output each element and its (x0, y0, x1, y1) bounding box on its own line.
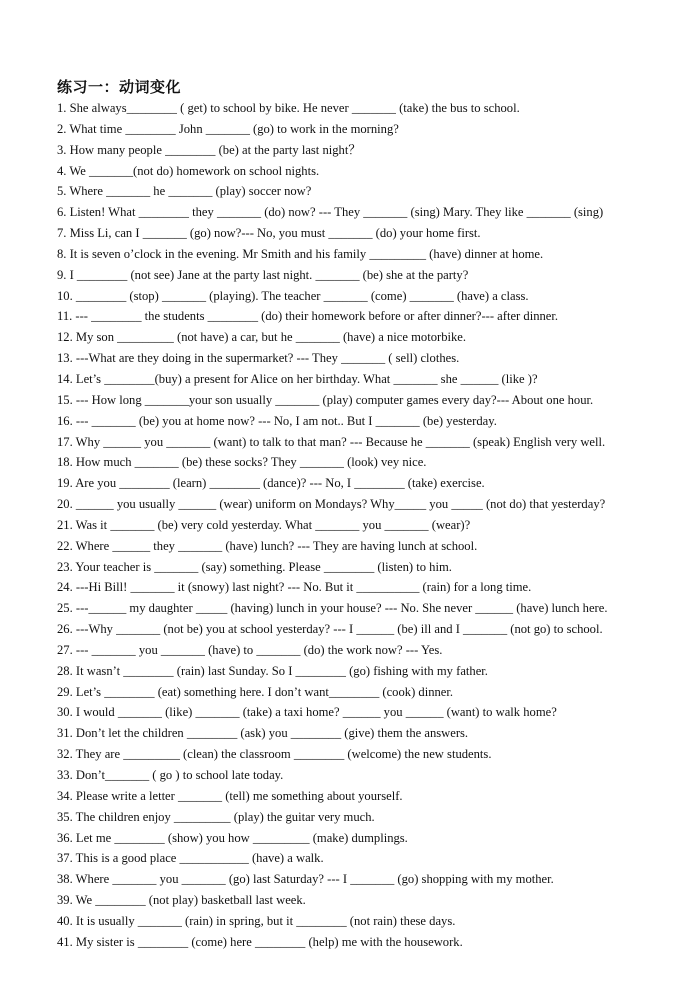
page-title: 练习一：动词变化 (57, 78, 182, 96)
exercise-item: 34. Please write a letter _______ (tell) me something about yourself. (57, 788, 403, 803)
exercise-item: 11. --- ________ the students ________ (do) their homework before or after dinner?--- after dinner. (57, 309, 559, 324)
exercise-item: 41. My sister is ________ (come) here ________ (help) me with the housework. (57, 934, 463, 949)
exercise-item: 10. ________ (stop) _______ (playing). The teacher _______ (come) _______ (have) a class. (57, 288, 529, 303)
exercise-item: 19. Are you ________ (learn) ________ (dance)? --- No, I ________ (take) exercise. (57, 476, 485, 491)
exercise-item: 20. ______ you usually ______ (wear) uniform on Mondays? Why_____ you _____ (not do) that yesterday? (57, 497, 606, 512)
exercise-item: 37. This is a good place ___________ (have) a walk. (57, 851, 324, 866)
exercise-item: 28. It wasn’t ________ (rain) last Sunday. So I ________ (go) fishing with my father. (57, 663, 488, 678)
exercise-item: 13. ---What are they doing in the supermarket? --- They _______ ( sell) clothes. (57, 351, 460, 366)
exercise-item: 21. Was it _______ (be) very cold yesterday. What _______ you _______ (wear)? (57, 517, 471, 532)
exercise-item: 17. Why ______ you _______ (want) to talk to that man? --- Because he _______ (speak) English very well. (57, 434, 606, 449)
exercise-item: 24. ---Hi Bill! _______ it (snowy) last night? --- No. But it __________ (rain) for a long time. (57, 580, 532, 595)
exercise-item: 33. Don’t_______ ( go ) to school late today. (57, 768, 284, 782)
exercise-item: 38. Where _______ you _______ (go) last Saturday? --- I _______ (go) shopping with my mother. (57, 872, 554, 887)
exercise-item: 12. My son _________ (not have) a car, but he _______ (have) a nice motorbike. (57, 330, 467, 345)
exercise-item: 22. Where ______ they _______ (have) lunch? --- They are having lunch at school. (57, 538, 478, 553)
exercise-item: 6. Listen! What ________ they _______ (do) now? --- They _______ (sing) Mary. They like _______ (sing) (57, 205, 604, 220)
exercise-item: 36. Let me ________ (show) you how _________ (make) dumplings. (57, 830, 408, 845)
exercise-item: 16. --- _______ (be) you at home now? --- No, I am not.. But I _______ (be) yesterday. (57, 413, 497, 428)
exercise-item: 39. We ________ (not play) basketball last week. (57, 893, 306, 908)
exercise-item: 18. How much _______ (be) these socks? They _______ (look) vey nice. (57, 455, 427, 470)
exercise-item: 32. They are _________ (clean) the classroom ________ (welcome) the new students. (57, 747, 492, 762)
exercise-item: 35. The children enjoy _________ (play) the guitar very much. (57, 809, 375, 824)
exercise-item: 26. ---Why _______ (not be) you at school yesterday? --- I ______ (be) ill and I _______ (not go) to school. (57, 622, 603, 637)
exercise-item: 5. Where _______ he _______ (play) soccer now? (57, 184, 312, 199)
exercise-item: 31. Don’t let the children ________ (ask) you ________ (give) them the answers. (57, 726, 469, 741)
exercise-item: 40. It is usually _______ (rain) in spring, but it ________ (not rain) these days. (57, 913, 456, 928)
exercise-item: 4. We _______(not do) homework on school nights. (57, 163, 320, 178)
exercise-item: 3. How many people ________ (be) at the party last night？ (57, 142, 361, 157)
exercise-item: 7. Miss Li, can I _______ (go) now?--- No, you must _______ (do) your home first. (57, 226, 481, 241)
exercise-item: 30. I would _______ (like) _______ (take) a taxi home? ______ you ______ (want) to walk home? (57, 705, 557, 720)
exercise-item: 2. What time ________ John _______ (go) to work in the morning? (57, 121, 399, 136)
exercise-item: 23. Your teacher is _______ (say) something. Please ________ (listen) to him. (57, 559, 452, 574)
exercise-list (57, 98, 687, 953)
exercise-item: 1. She always________ ( get) to school by bike. He never _______ (take) the bus to school. (57, 101, 520, 115)
exercise-item: 27. --- _______ you _______ (have) to _______ (do) the work now? --- Yes. (57, 642, 443, 657)
exercise-item: 29. Let’s ________ (eat) something here. I don’t want________ (cook) dinner. (57, 684, 454, 699)
exercise-item: 8. It is seven o’clock in the evening. Mr Smith and his family _________ (have) dinner at home. (57, 246, 544, 261)
exercise-item: 14. Let’s ________(buy) a present for Alice on her birthday. What _______ she ______ (like )? (57, 371, 538, 386)
exercise-item: 9. I ________ (not see) Jane at the party last night. _______ (be) she at the party? (57, 267, 469, 282)
exercise-item: 15. --- How long _______your son usually _______ (play) computer games every day?--- About one hour. (57, 392, 594, 407)
exercise-item: 25. ---______ my daughter _____ (having) lunch in your house? --- No. She never ______ (have) lunch here. (57, 601, 608, 616)
